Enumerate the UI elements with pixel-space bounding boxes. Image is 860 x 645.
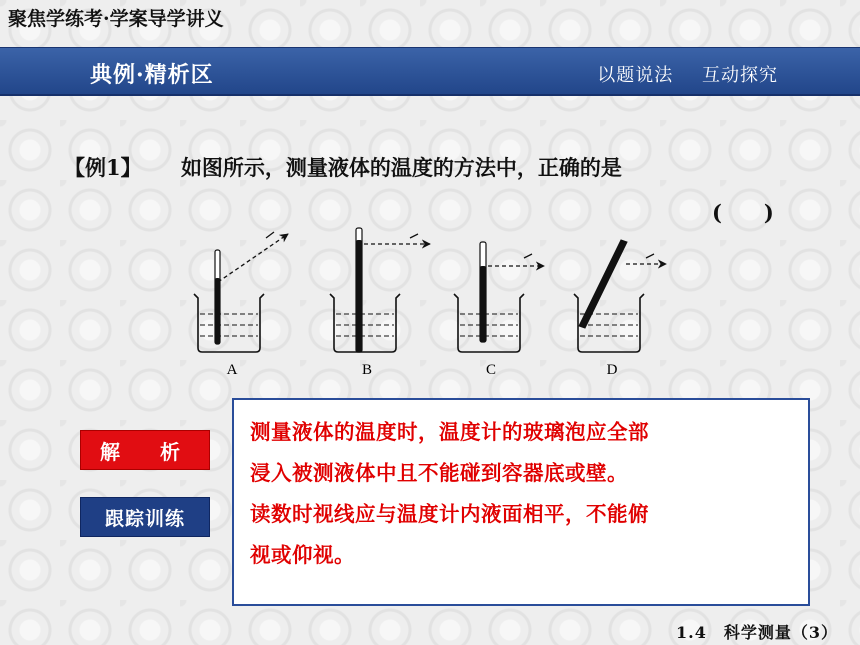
thermometer-figure [180, 222, 680, 382]
analysis-line-3: 读数时视线应与温度计内液面相平，不能俯 [250, 502, 649, 526]
page-footer: 1.4 科学测量（3） [676, 623, 838, 642]
analysis-button[interactable]: 解 析 [80, 430, 210, 470]
section-header-bar [0, 47, 860, 96]
option-label-c: C [485, 362, 497, 378]
analysis-line-2: 浸入被测液体中且不能碰到容器底或壁。 [250, 461, 628, 485]
question-number: 【例1】 [64, 155, 142, 180]
option-label-a: A [226, 362, 238, 378]
analysis-answer-box [232, 398, 810, 606]
beaker-b [330, 228, 430, 352]
question-stem [64, 152, 622, 182]
analysis-line-4: 视或仰视。 [250, 543, 355, 567]
question-text: 如图所示，测量液体的温度的方法中，正确的是 [180, 155, 622, 180]
answer-blank: ( ) [712, 200, 774, 225]
beaker-c [454, 242, 544, 352]
option-label-d: D [606, 362, 618, 378]
section-title: 典例·精析区 [90, 62, 214, 88]
subtitle-item-1: 以题说法 [597, 65, 674, 86]
option-label-b: B [361, 362, 373, 378]
subtitle-item-2: 互动探究 [702, 65, 778, 86]
analysis-line-1: 测量液体的温度时，温度计的玻璃泡应全部 [250, 420, 649, 444]
beaker-d [574, 240, 666, 352]
document-title: 聚焦学练考·学案导学讲义 [8, 8, 224, 30]
beaker-a [194, 232, 288, 352]
follow-up-training-button[interactable]: 跟踪训练 [80, 497, 210, 537]
section-subtitle [597, 61, 778, 87]
